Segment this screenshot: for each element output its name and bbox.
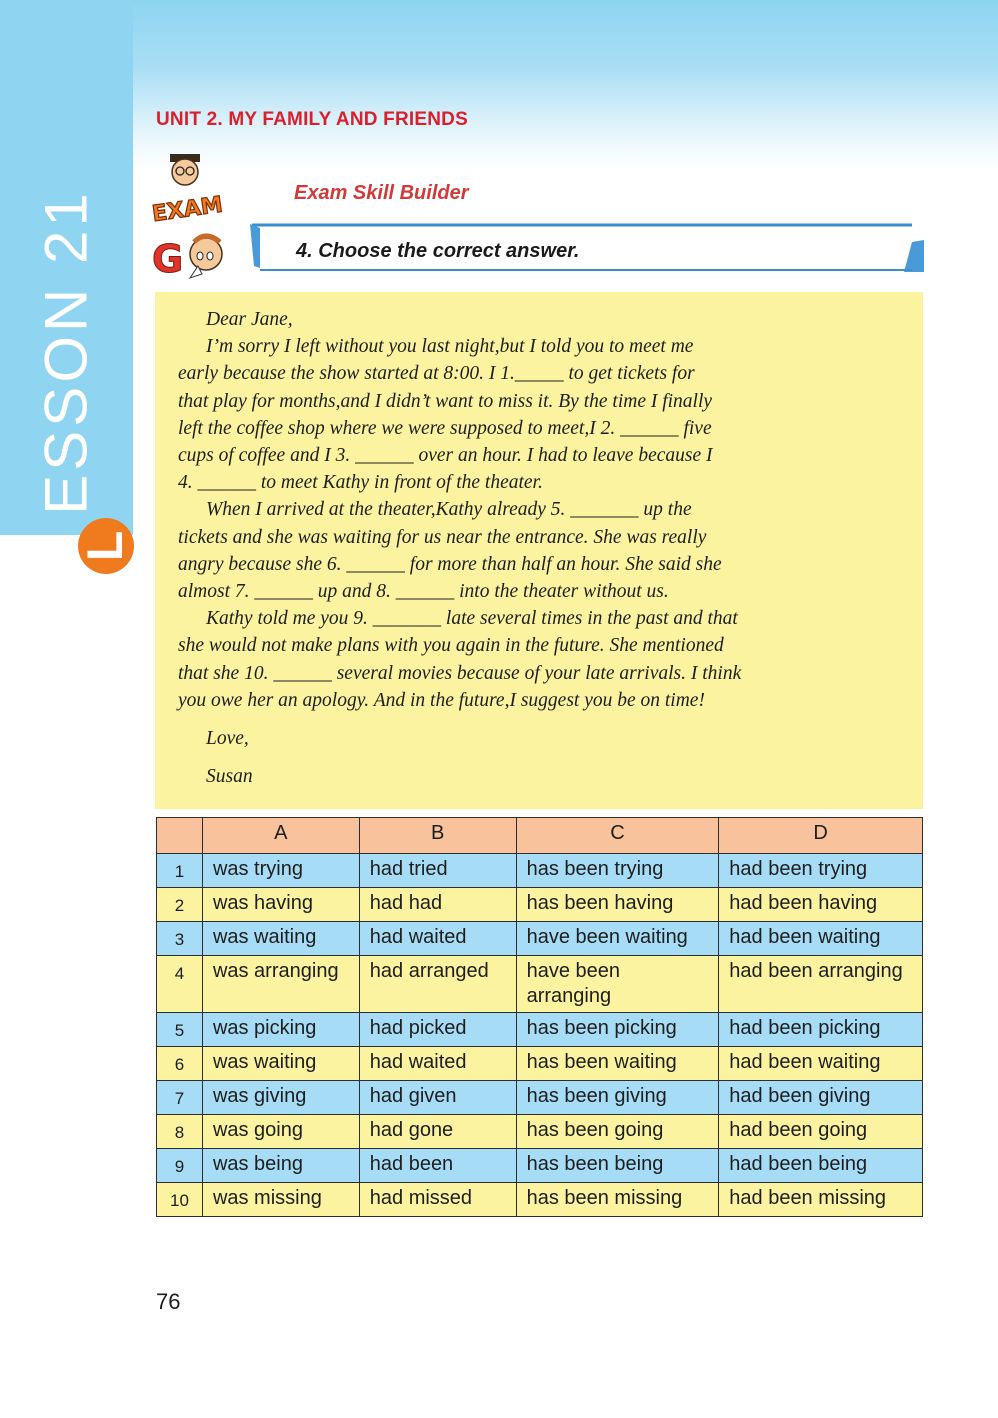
letter-line: 4. ______ to meet Kathy in front of the theater. [178, 472, 543, 494]
answer-option: had been arranging [719, 956, 923, 1013]
row-number: 9 [157, 1149, 203, 1183]
table-row [157, 1183, 923, 1217]
answer-option: was waiting [202, 1047, 359, 1081]
table-row [157, 956, 923, 1013]
row-number: 7 [157, 1081, 203, 1115]
letter-line: that play for months,and I didn’t want to miss it. By the time I finally [178, 390, 713, 412]
answer-option: have been arranging [516, 956, 719, 1013]
unit-title: UNIT 2. MY FAMILY AND FRIENDS [156, 109, 468, 130]
answer-option: had been having [719, 888, 923, 922]
answer-option: have been waiting [516, 922, 719, 956]
table-row [157, 888, 923, 922]
answer-option: had waited [359, 922, 516, 956]
letter-closing: Love, [206, 728, 249, 750]
row-number: 4 [157, 956, 203, 1013]
table-row [157, 1149, 923, 1183]
answer-option: has been trying [516, 854, 719, 888]
letter-line: Kathy told me you 9. _______ late several times in the past and that [206, 608, 738, 630]
column-header-a: A [202, 818, 359, 854]
row-number: 10 [157, 1183, 203, 1217]
answer-option: has been giving [516, 1081, 719, 1115]
answer-option: had been giving [719, 1081, 923, 1115]
letter-line: I’m sorry I left without you last night,but I told you to meet me [206, 336, 694, 358]
answer-option: has been picking [516, 1013, 719, 1047]
answer-option: had been picking [719, 1013, 923, 1047]
svg-text:G: G [152, 237, 184, 281]
answer-option: was waiting [202, 922, 359, 956]
answer-option: has been missing [516, 1183, 719, 1217]
letter-line: early because the show started at 8:00. I 1._____ to get tickets for [178, 363, 695, 385]
column-header-d: D [719, 818, 923, 854]
letter-line: tickets and she was waiting for us near the entrance. She was really [178, 526, 707, 548]
row-number: 2 [157, 888, 203, 922]
answer-option: had been missing [719, 1183, 923, 1217]
letter-text [178, 306, 918, 790]
section-title: Exam Skill Builder [294, 182, 469, 204]
exam-logo-icon [150, 150, 234, 290]
letter-line: When I arrived at the theater,Kathy already 5. _______ up the [206, 499, 692, 521]
row-number: 5 [157, 1013, 203, 1047]
answer-option: had gone [359, 1115, 516, 1149]
answer-option: had arranged [359, 956, 516, 1013]
answer-option: had missed [359, 1183, 516, 1217]
row-number: 3 [157, 922, 203, 956]
letter-line: almost 7. ______ up and 8. ______ into the theater without us. [178, 581, 669, 603]
row-number: 6 [157, 1047, 203, 1081]
answer-option: has been being [516, 1149, 719, 1183]
task-instruction: 4. Choose the correct answer. [296, 240, 580, 262]
table-row [157, 1115, 923, 1149]
answer-option: had been going [719, 1115, 923, 1149]
lesson-label: ESSON 21 [32, 189, 100, 515]
letter-line: angry because she 6. ______ for more than half an hour. She said she [178, 553, 722, 575]
answer-option: was being [202, 1149, 359, 1183]
answer-option: was going [202, 1115, 359, 1149]
letter-signature: Susan [206, 766, 253, 788]
answer-option: had been being [719, 1149, 923, 1183]
column-header-c: C [516, 818, 719, 854]
column-header [157, 818, 203, 854]
lesson-letter: L [77, 530, 133, 562]
row-number: 1 [157, 854, 203, 888]
answer-table [156, 817, 923, 1217]
answer-option: had waited [359, 1047, 516, 1081]
answer-option: was arranging [202, 956, 359, 1013]
answer-option: was trying [202, 854, 359, 888]
page-header-background [0, 0, 998, 170]
answer-option: was giving [202, 1081, 359, 1115]
letter-line: cups of coffee and I 3. ______ over an hour. I had to leave because I [178, 445, 713, 467]
letter-greeting: Dear Jane, [206, 309, 293, 330]
answer-option: had had [359, 888, 516, 922]
answer-option: had tried [359, 854, 516, 888]
answer-option: had been waiting [719, 922, 923, 956]
row-number: 8 [157, 1115, 203, 1149]
answer-option: has been going [516, 1115, 719, 1149]
exam-logo-text: EXAM [150, 192, 225, 228]
letter-line: you owe her an apology. And in the future,I suggest you be on time! [178, 689, 705, 711]
answer-option: has been having [516, 888, 719, 922]
table-header-row [157, 818, 923, 854]
table-row [157, 922, 923, 956]
letter-line: left the coffee shop where we were supposed to meet,I 2. ______ five [178, 417, 712, 439]
answer-option: was having [202, 888, 359, 922]
answer-option: has been waiting [516, 1047, 719, 1081]
answer-option: was picking [202, 1013, 359, 1047]
table-row [157, 854, 923, 888]
letter-line: that she 10. ______ several movies because of your late arrivals. I think [178, 662, 742, 684]
page-number: 76 [156, 1289, 181, 1314]
table-row [157, 1081, 923, 1115]
table-row [157, 1047, 923, 1081]
table-row [157, 1013, 923, 1047]
answer-option: was missing [202, 1183, 359, 1217]
column-header-b: B [359, 818, 516, 854]
answer-option: had been trying [719, 854, 923, 888]
answer-option: had given [359, 1081, 516, 1115]
answer-option: had been [359, 1149, 516, 1183]
letter-line: she would not make plans with you again in the future. She mentioned [178, 635, 724, 657]
answer-option: had been waiting [719, 1047, 923, 1081]
answer-option: had picked [359, 1013, 516, 1047]
